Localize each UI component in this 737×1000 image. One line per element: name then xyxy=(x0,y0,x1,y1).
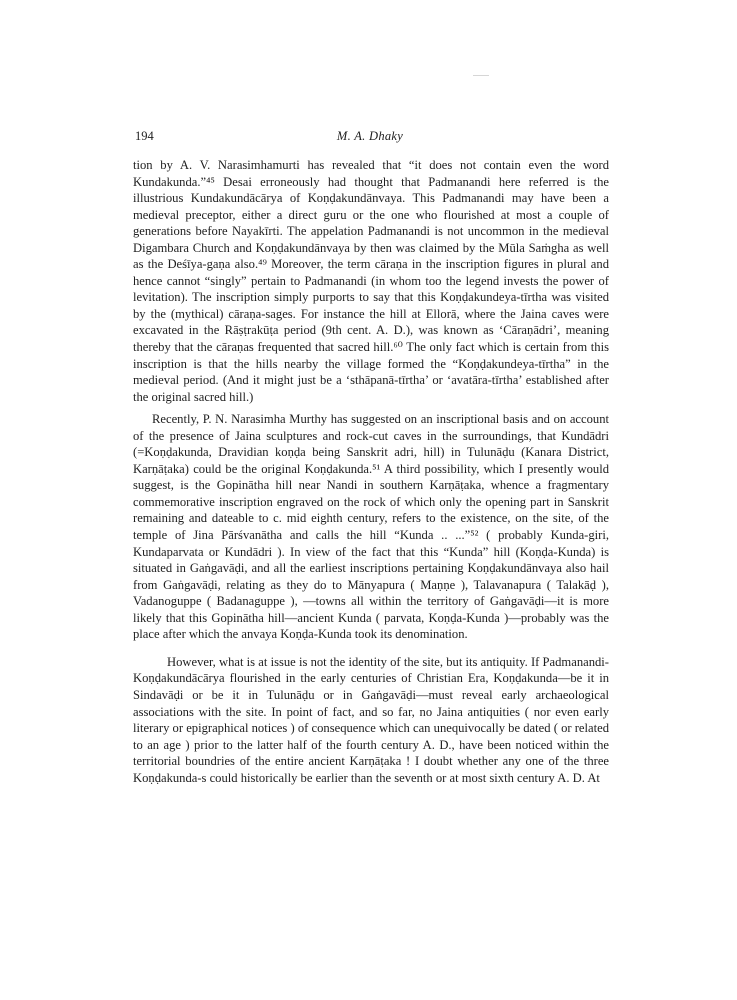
scan-mark xyxy=(473,75,489,76)
paragraph: However, what is at issue is not the identity of the site, but its antiquity. If Padmanandi-Koṇḍakundācārya flourished in the early centuries of Christian Era, Koṇḍakunda—be it in Sindavāḍi or be it in Tulunāḍu or in Gaṅgavāḍi—must reveal early archaeological associations with the site. In point of fact, and so far, no Jaina antiquities ( nor even early literary or epigraphical notices ) of consequence which can unequivocally be dated ( or related to an age ) prior to the latter half of the fourth century A. D., have been noticed within the territorial boundries of the entire ancient Karṇāṭaka ! I doubt whether any one of the three Koṇḍakunda-s could historically be earlier than the seventh or at most sixth century A. D. At xyxy=(133,654,609,785)
page-number: 194 xyxy=(135,129,154,143)
body-text xyxy=(133,157,609,786)
paragraph: Recently, P. N. Narasimha Murthy has suggested on an inscriptional basis and on account of the presence of Jaina sculptures and rock-cut caves in the surroundings, that Kundādri (=Koṇḍakunda, Dravidian koṇḍa being Sanskrit adri, hill) in Tulunāḍu (Kanara District, Karṇāṭaka) could be the original Koṇḍakunda.⁵¹ A third possibility, which I presently would suggest, is the Gopinātha hill near Nandi in southern Karṇāṭaka, whence a fragmentary commemorative inscription engraved on the rock of which only the opening part in Sanskrit remaining and dateable to c. mid eighth century, refers to the existence, on the site, of the temple of Jina Pārśvanātha and calls the hill “Kunda .. ...”⁵² ( probably Kunda-giri, Kundaparvata or Kundādri ). In view of the fact that this “Kunda” hill (Koṇḍa-Kunda) is situated in Gaṅgavāḍi, and all the earliest inscriptions pertaining Koṇḍakundānvaya also hail from Gaṅgavāḍi, relating as they do to Mānyapura ( Maṇṇe ), Talavanapura ( Talakāḍ ), Vadanoguppe ( Badanaguppe ), —towns all within the territory of Gaṅgavāḍi—it is more likely that this Gopinātha hill—ancient Kunda ( parvata, Koṇḍa-Kunda )—probably was the place after which the anvaya Koṇḍa-Kunda took its denomination. xyxy=(133,412,609,642)
paragraph: tion by A. V. Narasimhamurti has revealed that “it does not contain even the word Kundakunda.”⁴⁵ Desai erroneously had thought that Padmanandi here referred is the illustrious Kundakundācārya of Koṇḍakundānvaya. This Padmanandi may have been a medieval preceptor, either a direct guru or the one who flourished at most a couple of generations before Nayakīrti. The appelation Padmanandi is not uncommon in the medieval Digambara Church and Koṇḍakundānvaya by then was claimed by the Mūla Saṁgha as well as the Deśīya-gaṇa also.⁴⁹ Moreover, the term cāraṇa in the inscription figures in plural and hence cannot “singly” pertain to Padmanandi (in whom too the legend invests the power of levitation). The inscription simply purports to say that this Koṇḍakundeya-tīrtha was visited by the (mythical) cāraṇa-sages. For instance the hill at Ellorā, where the Jaina caves were excavated in the Rāṣṭrakūṭa period (9th cent. A. D.), was known as ‘Cāraṇādri’, meaning thereby that the cāraṇas frequented that sacred hill.⁶⁰ The only fact which is certain from this inscription is that the hills nearby the village formed the “Koṇḍakundeya-tīrtha” in the medieval period. (And it might just be a ‘sthāpanā-tīrtha’ or ‘avatāra-tīrtha’ established after the original sacred hill.) xyxy=(133,158,609,404)
page-header xyxy=(135,129,605,145)
running-head: M. A. Dhaky xyxy=(336,129,404,143)
